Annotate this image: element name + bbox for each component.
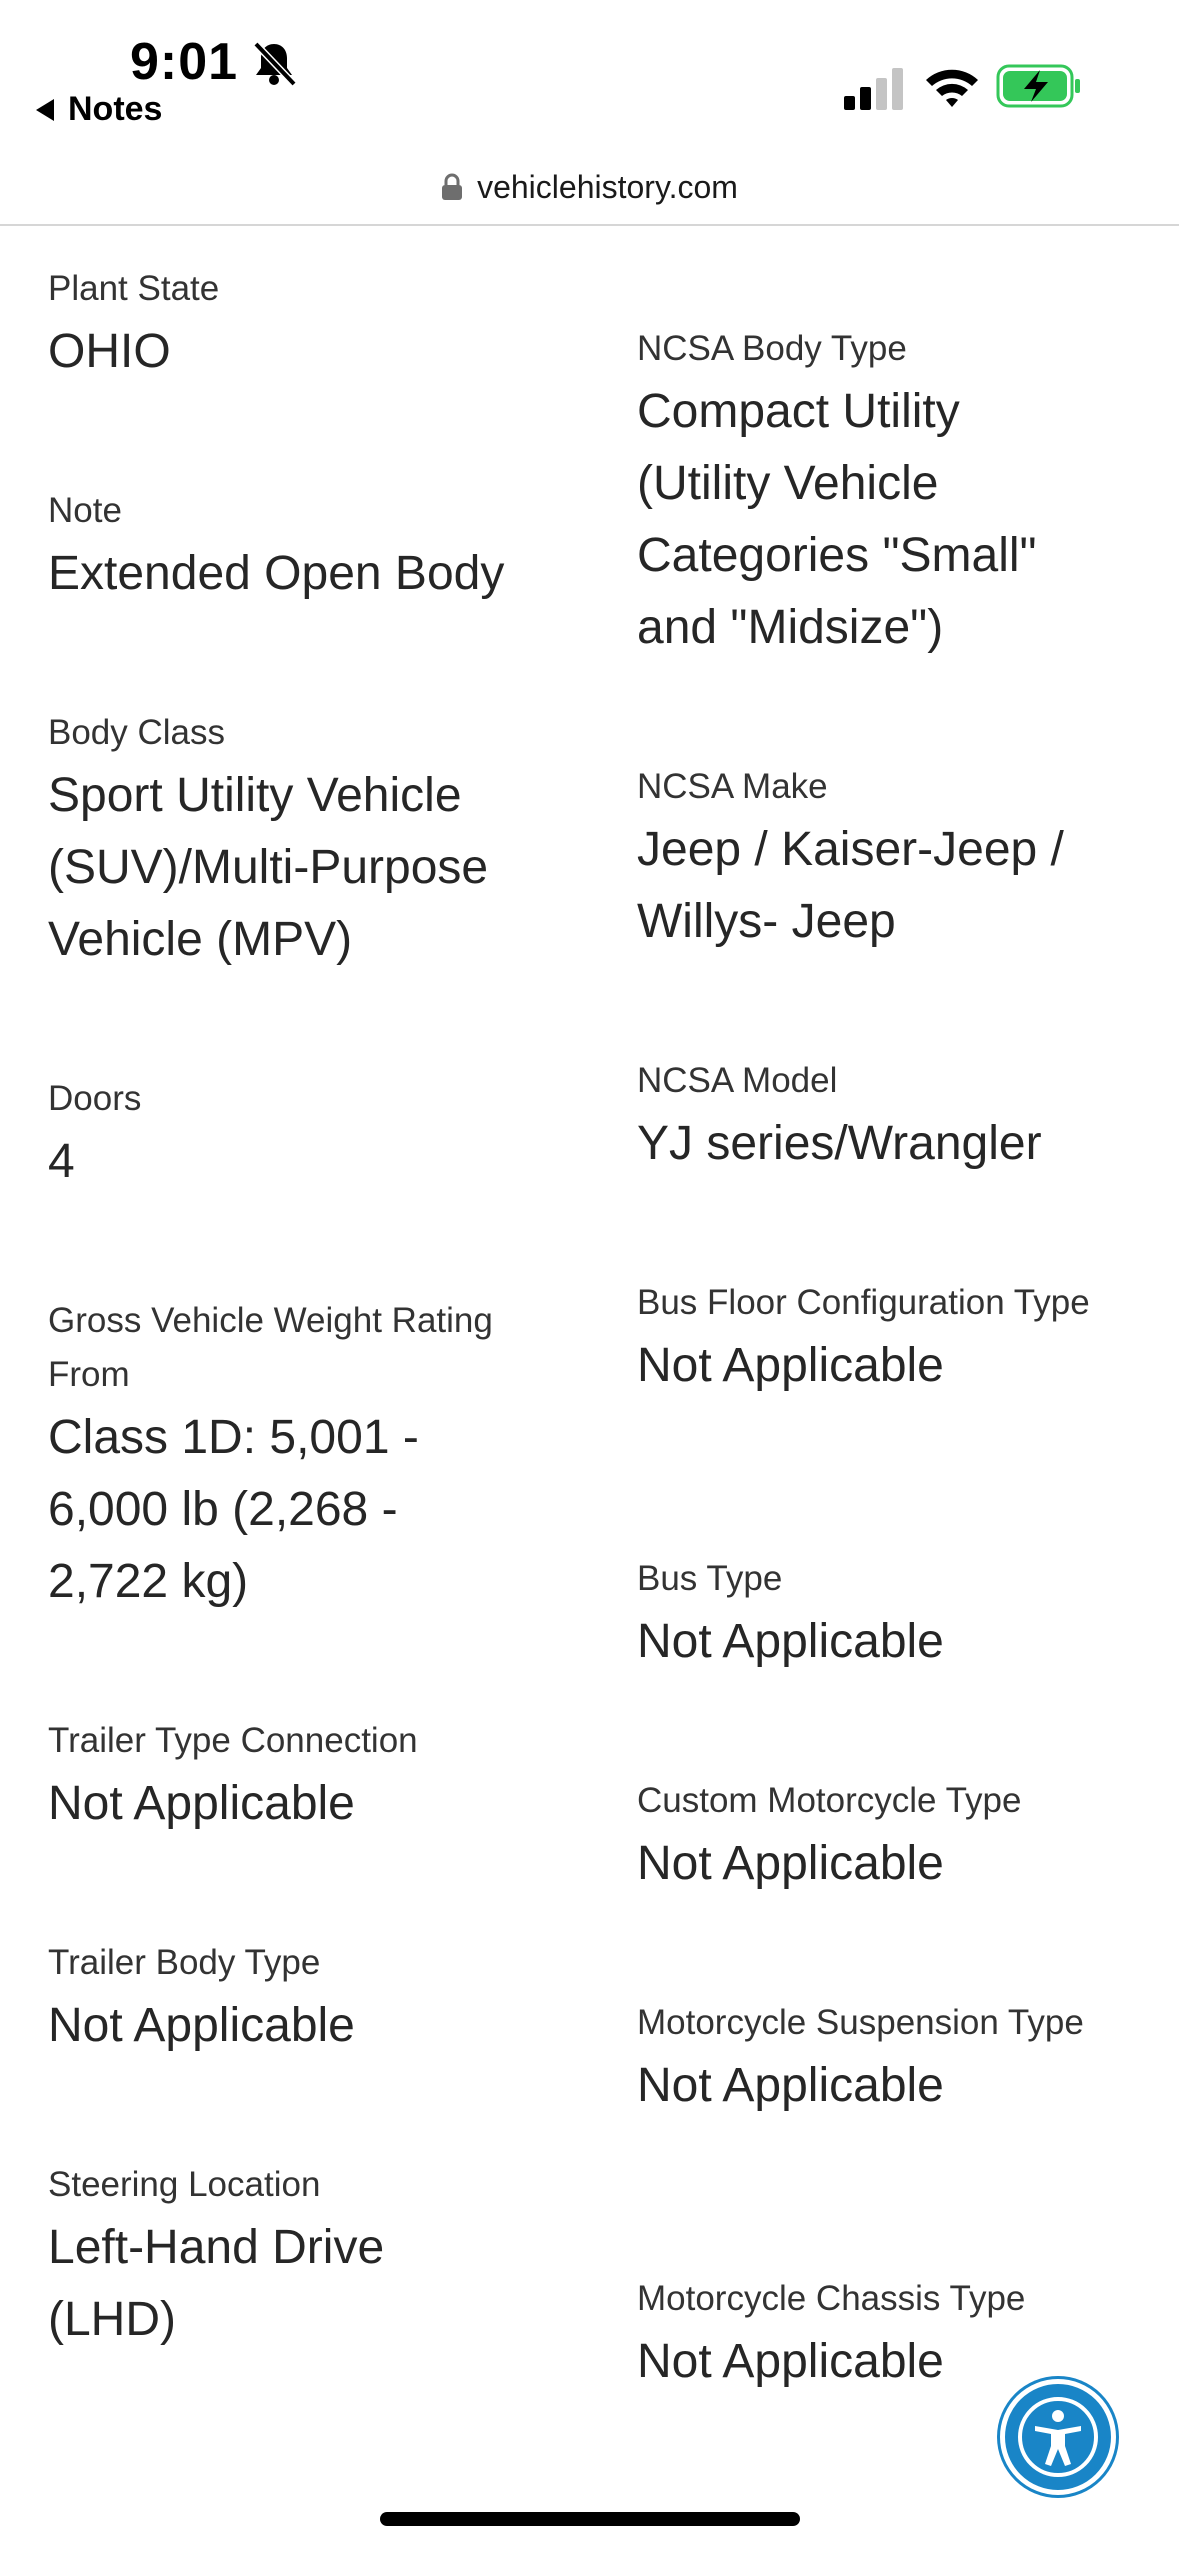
field-label: Bus Floor Configuration Type xyxy=(637,1283,1090,1322)
home-indicator[interactable] xyxy=(380,2512,800,2526)
battery-charging-icon xyxy=(996,64,1082,108)
url-text: vehiclehistory.com xyxy=(477,168,738,205)
back-triangle-icon xyxy=(36,99,54,121)
field-label: NCSA Body Type xyxy=(637,329,907,368)
field-ncsa-model xyxy=(637,1054,1137,1180)
field-value: Not Applicable xyxy=(637,2335,944,2388)
field-bus-type xyxy=(637,1552,1137,1678)
field-value: Sport Utility Vehicle (SUV)/Multi-Purpose Vehicle (MPV) xyxy=(48,769,489,966)
field-label: Motorcycle Suspension Type xyxy=(637,2003,1084,2042)
field-value: Class 1D: 5,001 - 6,000 lb (2,268 - 2,722 kg) xyxy=(48,1411,419,1608)
field-label: NCSA Make xyxy=(637,767,828,806)
field-custom-motorcycle-type xyxy=(637,1774,1137,1900)
field-label: Plant State xyxy=(48,269,220,308)
field-value: Jeep / Kaiser-Jeep / Willys- Jeep xyxy=(637,823,1064,948)
address-bar[interactable] xyxy=(0,150,1179,226)
accessibility-button[interactable] xyxy=(1000,2379,1116,2495)
field-label: Motorcycle Chassis Type xyxy=(637,2279,1026,2318)
back-to-notes-button[interactable] xyxy=(36,90,162,129)
back-app-label: Notes xyxy=(68,90,163,128)
field-trailer-type-connection xyxy=(48,1714,568,1840)
field-motorcycle-suspension-type xyxy=(637,1996,1097,2122)
field-gross-vehicle-weight xyxy=(48,1294,528,1618)
field-value: Left-Hand Drive (LHD) xyxy=(48,2221,385,2346)
field-label: Bus Type xyxy=(637,1559,783,1598)
status-bar xyxy=(0,0,1179,150)
field-plant-state xyxy=(48,262,568,388)
field-note xyxy=(48,484,568,610)
signal-icon xyxy=(844,68,906,110)
field-ncsa-body-type xyxy=(637,322,1097,664)
field-trailer-body-type xyxy=(48,1936,568,2062)
field-label: Trailer Body Type xyxy=(48,1943,321,1982)
field-value: Not Applicable xyxy=(48,1999,355,2052)
field-value: Extended Open Body xyxy=(48,547,505,600)
bell-slash-icon xyxy=(248,38,300,90)
field-value: Not Applicable xyxy=(48,1777,355,1830)
field-value: YJ series/Wrangler xyxy=(637,1117,1042,1170)
field-label: Gross Vehicle Weight Rating From xyxy=(48,1301,493,1394)
field-bus-floor-configuration xyxy=(637,1276,1097,1402)
field-label: Body Class xyxy=(48,713,226,752)
accessibility-icon xyxy=(1015,2394,1101,2480)
field-label: Doors xyxy=(48,1079,142,1118)
field-value: Not Applicable xyxy=(637,2059,944,2112)
field-body-class xyxy=(48,706,568,976)
wifi-icon xyxy=(924,64,980,110)
field-steering-location xyxy=(48,2158,468,2356)
field-value: 4 xyxy=(48,1135,75,1188)
field-value: Not Applicable xyxy=(637,1615,944,1668)
field-doors xyxy=(48,1072,568,1198)
field-value: Not Applicable xyxy=(637,1837,944,1890)
field-ncsa-make xyxy=(637,760,1117,958)
field-value: Not Applicable xyxy=(637,1339,944,1392)
field-value: OHIO xyxy=(48,325,171,378)
status-time: 9:01 xyxy=(130,33,239,91)
field-label: Note xyxy=(48,491,122,530)
field-label: NCSA Model xyxy=(637,1061,838,1100)
field-value: Compact Utility (Utility Vehicle Categories "Small" and "Midsize") xyxy=(637,385,1037,654)
field-label: Custom Motorcycle Type xyxy=(637,1781,1022,1820)
field-label: Trailer Type Connection xyxy=(48,1721,418,1760)
field-label: Steering Location xyxy=(48,2165,321,2204)
lock-icon xyxy=(441,173,463,201)
